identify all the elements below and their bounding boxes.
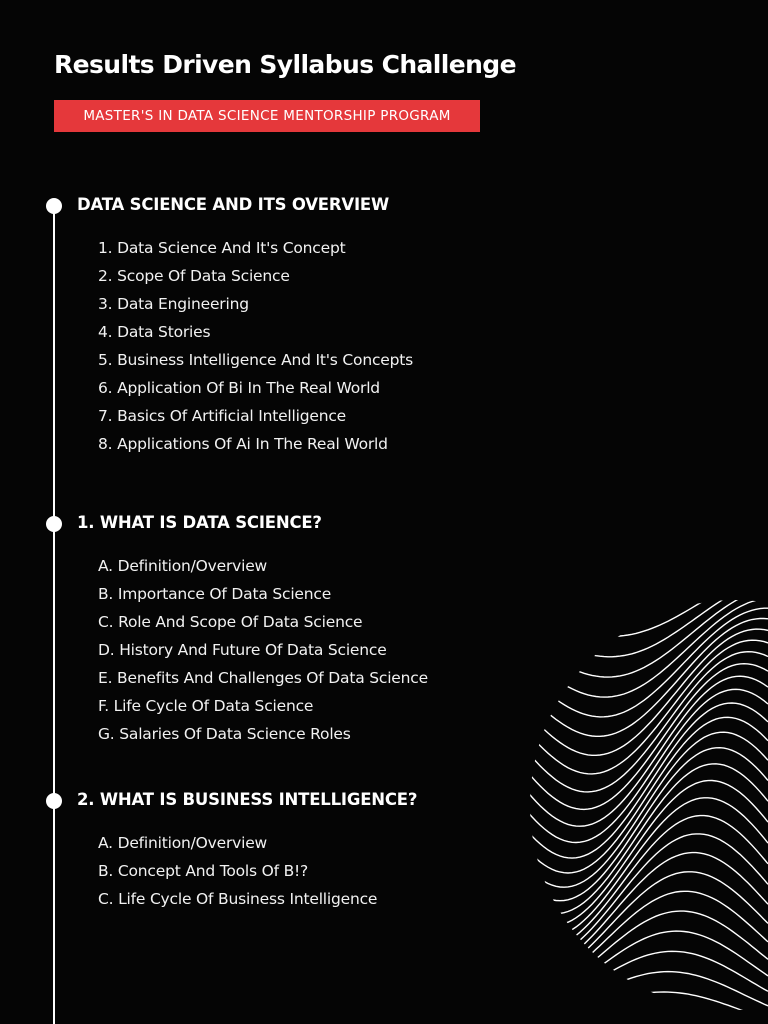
- section-title: 2. WHAT IS BUSINESS INTELLIGENCE?: [77, 790, 418, 809]
- wave-lines: [520, 600, 768, 1024]
- wave-line: [520, 629, 768, 755]
- list-item: 5. Business Intelligence And It's Concepts: [98, 351, 413, 369]
- wave-sphere-graphic: [520, 600, 768, 1024]
- timeline-dot: [46, 516, 62, 532]
- wave-line: [520, 834, 768, 959]
- wave-line: [520, 600, 768, 636]
- section-title: 1. WHAT IS DATA SCIENCE?: [77, 513, 322, 532]
- wave-line: [520, 664, 768, 810]
- list-item: 6. Application Of Bi In The Real World: [98, 379, 380, 397]
- wave-line: [520, 951, 768, 1012]
- list-item: 3. Data Engineering: [98, 295, 249, 313]
- wave-line: [520, 652, 768, 792]
- timeline-dot: [46, 793, 62, 809]
- list-item: D. History And Future Of Data Science: [98, 641, 387, 659]
- wave-line: [520, 600, 768, 697]
- list-item: 2. Scope Of Data Science: [98, 267, 290, 285]
- list-item: B. Importance Of Data Science: [98, 585, 332, 603]
- list-item: C. Role And Scope Of Data Science: [98, 613, 363, 631]
- wave-line: [520, 992, 768, 1024]
- program-banner-text: MASTER'S IN DATA SCIENCE MENTORSHIP PROGRAM: [83, 108, 451, 124]
- list-item: A. Definition/Overview: [98, 834, 268, 852]
- wave-line: [520, 853, 768, 969]
- timeline-line: [53, 205, 55, 1024]
- list-item: G. Salaries Of Data Science Roles: [98, 725, 351, 743]
- wave-line: [520, 600, 768, 616]
- list-item: A. Definition/Overview: [98, 557, 268, 575]
- wave-line: [520, 781, 768, 926]
- page-title: Results Driven Syllabus Challenge: [54, 50, 516, 79]
- list-item: E. Benefits And Challenges Of Data Science: [98, 669, 428, 687]
- wave-line: [520, 872, 768, 978]
- list-item: B. Concept And Tools Of B!?: [98, 862, 309, 880]
- list-item: 1. Data Science And It's Concept: [98, 239, 346, 257]
- list-item: 8. Applications Of Ai In The Real World: [98, 435, 388, 453]
- wave-line: [520, 972, 768, 1020]
- timeline-dot: [46, 198, 62, 214]
- wave-line: [520, 732, 768, 887]
- list-item: C. Life Cycle Of Business Intelligence: [98, 890, 378, 908]
- program-banner: [54, 100, 480, 132]
- wave-line: [520, 676, 768, 826]
- list-item: 7. Basics Of Artificial Intelligence: [98, 407, 347, 425]
- wave-line: [520, 608, 768, 717]
- list-item: F. Life Cycle Of Data Science: [98, 697, 314, 715]
- list-item: 4. Data Stories: [98, 323, 211, 341]
- wave-line: [520, 931, 768, 1004]
- section-title: DATA SCIENCE AND ITS OVERVIEW: [77, 195, 389, 214]
- wave-line: [520, 911, 768, 996]
